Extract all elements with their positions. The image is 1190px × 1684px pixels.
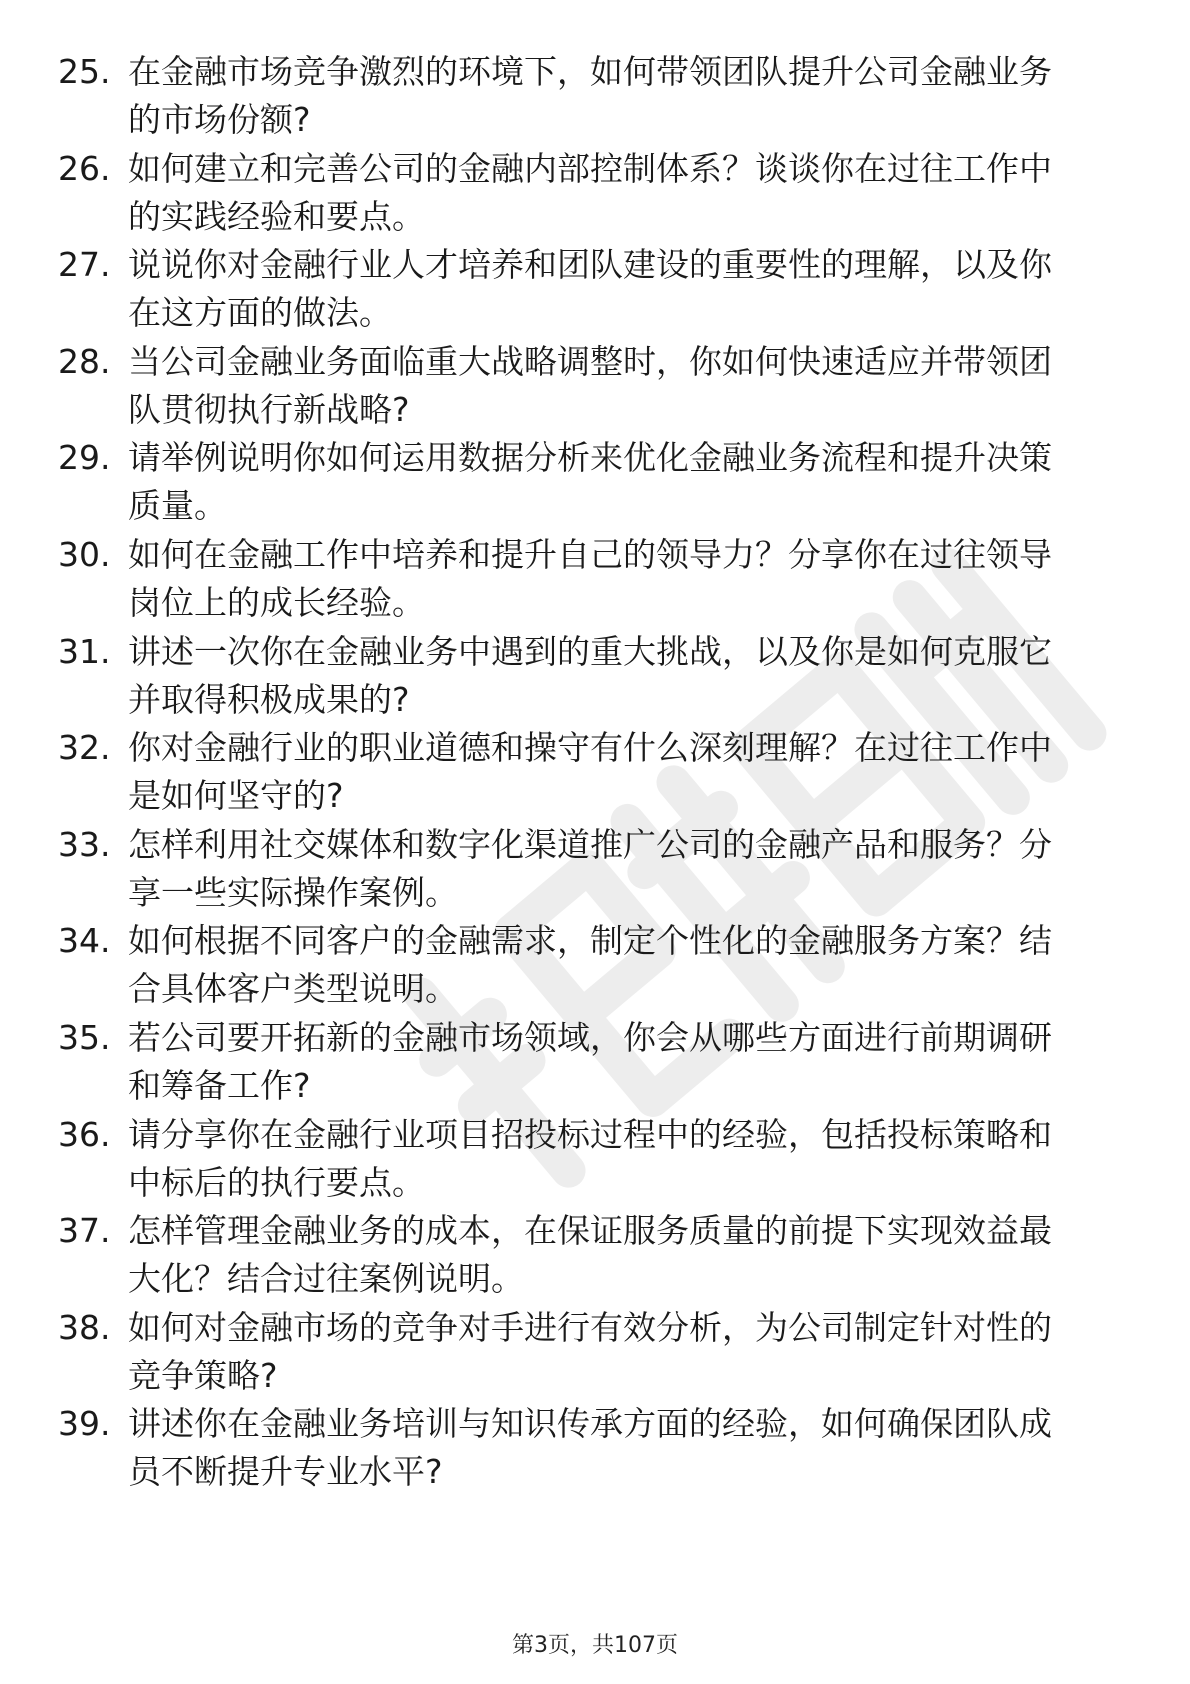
question-number: 35.: [58, 1018, 111, 1057]
question-text-line: 讲述一次你在金融业务中遇到的重大挑战，以及你是如何克服它: [128, 631, 1052, 671]
question-text-line: 你对金融行业的职业道德和操守有什么深刻理解？在过往工作中: [128, 728, 1052, 768]
question-text: [128, 1111, 1128, 1207]
question-text-line: 如何根据不同客户的金融需求，制定个性化的金融服务方案？结: [128, 921, 1052, 961]
question-text-line: 队贯彻执行新战略?: [128, 389, 410, 429]
question-text-line: 在金融市场竞争激烈的环境下，如何带领团队提升公司金融业务: [128, 52, 1052, 91]
question-number: 31.: [58, 631, 111, 671]
question-text-line: 是如何坚守的?: [128, 776, 344, 816]
question-text-line: 中标后的执行要点。: [128, 1162, 425, 1202]
question-text-line: 和筹备工作?: [128, 1066, 311, 1105]
question-text-line: 怎样管理金融业务的成本，在保证服务质量的前提下实现效益最: [128, 1211, 1052, 1251]
question-number: 26.: [58, 148, 111, 188]
question-text-line: 请举例说明你如何运用数据分析来优化金融业务流程和提升决策: [128, 438, 1052, 478]
question-text: [128, 434, 1128, 530]
question-number: 38.: [58, 1307, 111, 1347]
question-text-line: 如何在金融工作中培养和提升自己的领导力？分享你在过往领导: [128, 535, 1052, 574]
question-text-line: 竞争策略?: [128, 1355, 278, 1395]
question-number: 37.: [58, 1211, 111, 1251]
question-text-line: 当公司金融业务面临重大战略调整时，你如何快速适应并带领团: [128, 341, 1052, 381]
question-text: [128, 917, 1128, 1013]
question-text-line: 讲述你在金融业务培训与知识传承方面的经验，如何确保团队成: [128, 1404, 1052, 1444]
question-number: 29.: [58, 438, 111, 478]
question-number: 36.: [58, 1114, 111, 1154]
question-text: [128, 628, 1128, 724]
question-number: 27.: [58, 245, 111, 285]
question-text-line: 如何建立和完善公司的金融内部控制体系？谈谈你在过往工作中: [128, 148, 1052, 188]
question-text: [128, 1304, 1128, 1400]
question-text: [128, 1400, 1128, 1496]
question-text-line: 享一些实际操作案例。: [128, 872, 458, 912]
question-number: 33.: [58, 824, 111, 864]
question-text-line: 员不断提升专业水平?: [128, 1452, 443, 1492]
question-text-line: 并取得积极成果的?: [128, 679, 410, 719]
question-text-line: 如何对金融市场的竞争对手进行有效分析，为公司制定针对性的: [128, 1307, 1052, 1347]
question-text: [128, 338, 1128, 434]
question-text: [128, 241, 1128, 337]
question-text: [128, 48, 1128, 144]
question-text: [128, 531, 1128, 627]
question-text-line: 岗位上的成长经验。: [128, 583, 425, 622]
question-text: [128, 1014, 1128, 1110]
question-number: 30.: [58, 535, 111, 574]
question-text: [128, 145, 1128, 241]
page-number-footer: 第3页，共107页: [512, 1633, 678, 1658]
question-text-line: 在这方面的做法。: [128, 293, 392, 333]
question-text-line: 的实践经验和要点。: [128, 196, 425, 236]
question-text-line: 质量。: [128, 486, 227, 526]
question-number: 28.: [58, 341, 111, 381]
question-text: [128, 821, 1128, 917]
question-text-line: 请分享你在金融行业项目招投标过程中的经验，包括投标策略和: [128, 1114, 1052, 1154]
question-text-line: 的市场份额?: [128, 100, 311, 139]
question-text-line: 合具体客户类型说明。: [128, 969, 458, 1009]
question-text: [128, 724, 1128, 820]
question-text-line: 说说你对金融行业人才培养和团队建设的重要性的理解，以及你: [128, 245, 1052, 285]
question-number: 32.: [58, 728, 111, 768]
question-number: 34.: [58, 921, 111, 961]
question-text-line: 若公司要开拓新的金融市场领域，你会从哪些方面进行前期调研: [128, 1018, 1052, 1057]
question-number: 39.: [58, 1404, 111, 1444]
question-text-line: 大化？结合过往案例说明。: [128, 1259, 524, 1299]
question-text-line: 怎样利用社交媒体和数字化渠道推广公司的金融产品和服务？分: [128, 824, 1052, 864]
question-text: [128, 1207, 1128, 1303]
question-number: 25.: [58, 52, 111, 91]
